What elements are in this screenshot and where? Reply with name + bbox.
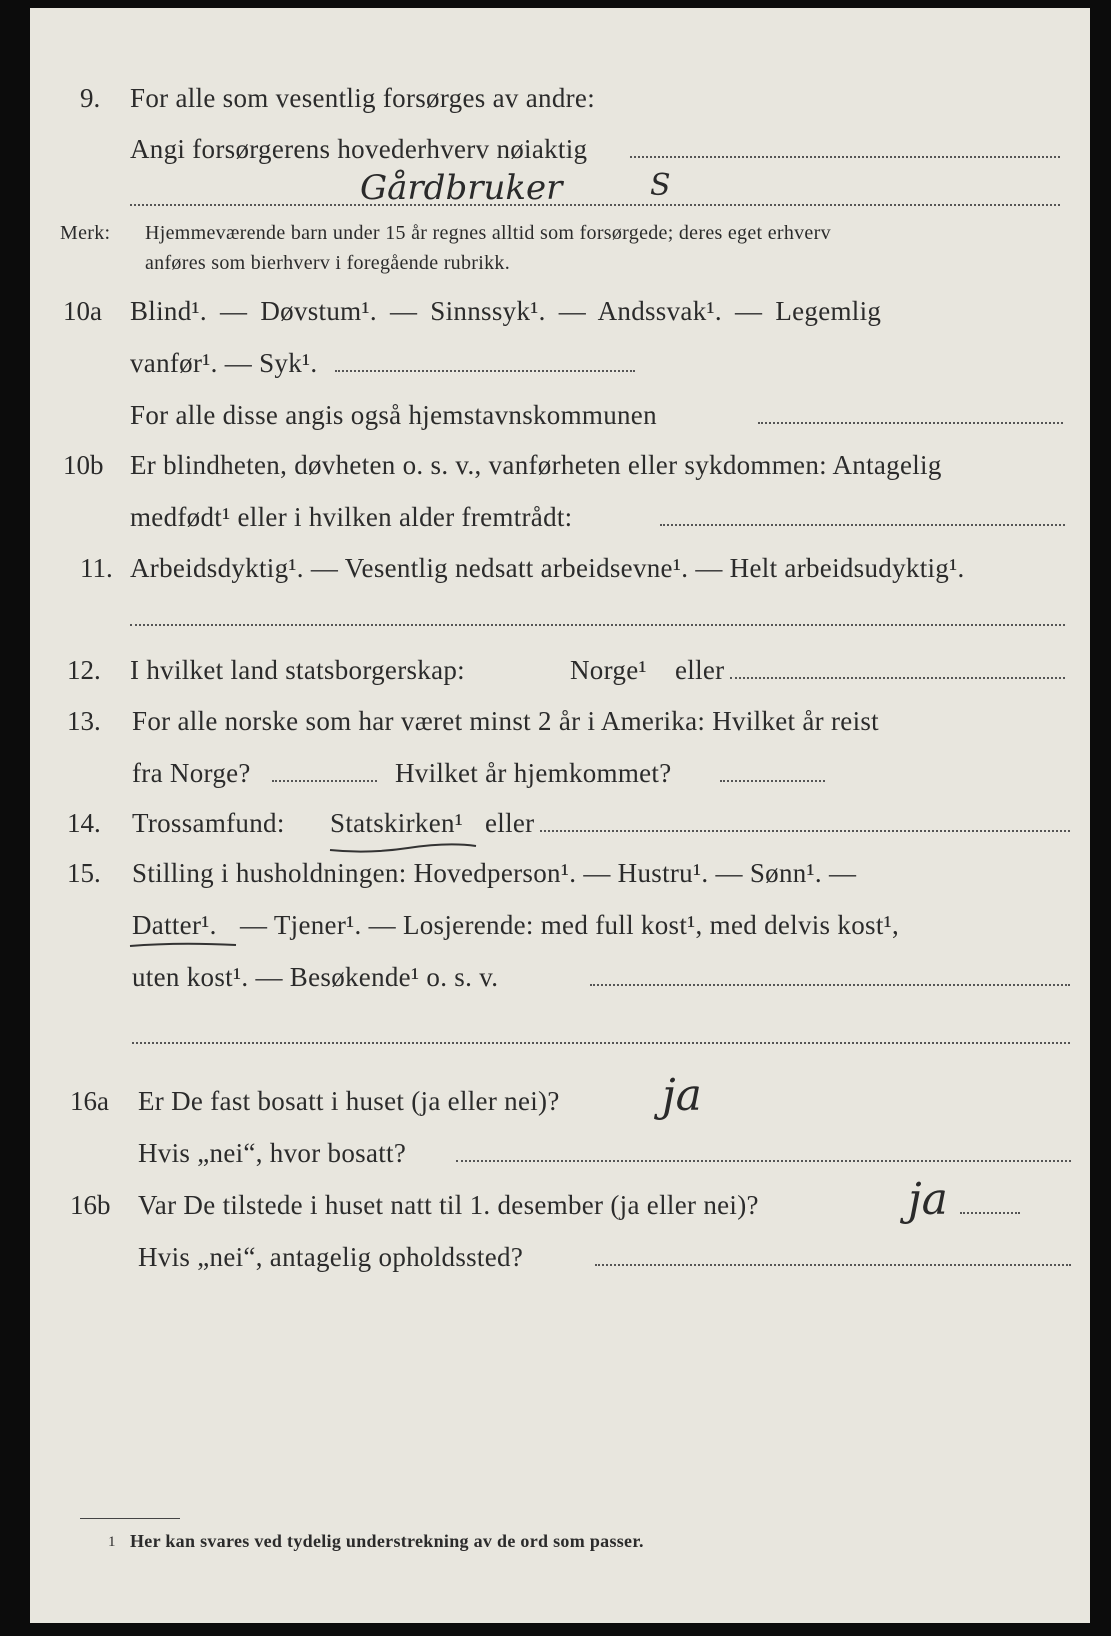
question-text: — Tjener¹. — Losjerende: med full kost¹, med delvis kost¹, — [240, 910, 900, 940]
question-number: 16a — [70, 1086, 109, 1116]
answer-line — [960, 1212, 1020, 1214]
answer-line — [130, 204, 1060, 206]
note-label: Merk: — [60, 222, 111, 244]
question-number: 13. — [67, 706, 101, 736]
handwritten-answer: ja — [908, 1174, 948, 1225]
question-number: 9. — [80, 83, 101, 113]
footnote-mark: 1 — [108, 1534, 116, 1550]
answer-line — [335, 370, 635, 372]
question-text: eller — [485, 808, 535, 838]
question-number: 10a — [63, 296, 102, 326]
question-text: I hvilket land statsborgerskap: — [130, 655, 465, 685]
question-number: 11. — [80, 553, 113, 583]
answer-line — [590, 984, 1070, 986]
note-text: anføres som bierhverv i foregående rubrikk. — [145, 252, 510, 274]
answer-line — [720, 780, 825, 782]
question-text: medfødt¹ eller i hvilken alder fremtrådt: — [130, 502, 573, 532]
question-text: Hvilket år hjemkommet? — [395, 758, 672, 788]
answer-line — [272, 780, 377, 782]
answer-line — [132, 1042, 1070, 1044]
question-text: fra Norge? — [132, 758, 251, 788]
question-text: Stilling i husholdningen: Hovedperson¹. — Hustru¹. — Sønn¹. — — [132, 858, 857, 888]
question-text: Blind¹. — Døvstum¹. — Sinnssyk¹. — Andssvak¹. — Legemlig — [130, 296, 882, 326]
footnote-text: Her kan svares ved tydelig understrekning av de ord som passer. — [130, 1531, 644, 1551]
form-page — [30, 8, 1090, 1623]
question-text: Var De tilstede i huset natt til 1. desember (ja eller nei)? — [138, 1190, 759, 1220]
question-text: uten kost¹. — Besøkende¹ o. s. v. — [132, 962, 499, 992]
option-norge: Norge¹ — [570, 655, 647, 685]
question-number: 14. — [67, 808, 101, 838]
question-number: 15. — [67, 858, 101, 888]
question-text: Angi forsørgerens hovederhverv nøiaktig — [130, 134, 588, 164]
question-text: Arbeidsdyktig¹. — Vesentlig nedsatt arbeidsevne¹. — Helt arbeidsudyktig¹. — [130, 553, 965, 583]
question-text: For alle norske som har været minst 2 år i Amerika: Hvilket år reist — [132, 706, 879, 736]
question-number: 16b — [70, 1190, 111, 1220]
answer-line — [456, 1160, 1071, 1162]
question-text: Hvis „nei“, hvor bosatt? — [138, 1138, 407, 1168]
option-statskirken: Statskirken¹ — [330, 808, 464, 838]
answer-line — [130, 624, 1065, 626]
answer-line — [540, 830, 1070, 832]
handwritten-mark: S — [650, 168, 671, 203]
handwritten-answer: ja — [662, 1070, 702, 1121]
question-text: vanfør¹. — Syk¹. — [130, 348, 318, 378]
handwritten-underline — [328, 840, 478, 856]
question-text: For alle disse angis også hjemstavnskommunen — [130, 400, 657, 430]
answer-line — [660, 524, 1065, 526]
question-text: For alle som vesentlig forsørges av andre: — [130, 83, 595, 113]
question-number: 12. — [67, 655, 101, 685]
question-text: eller — [675, 655, 725, 685]
answer-line — [630, 156, 1060, 158]
question-text: Er blindheten, døvheten o. s. v., vanførheten eller sykdommen: Antagelig — [130, 450, 942, 480]
question-text: Er De fast bosatt i huset (ja eller nei)? — [138, 1086, 560, 1116]
answer-line — [758, 422, 1063, 424]
handwritten-underline — [128, 938, 238, 950]
option-datter: Datter¹. — [132, 910, 217, 940]
handwritten-answer: Gårdbruker — [360, 168, 563, 208]
question-text: Trossamfund: — [132, 808, 285, 838]
note-text: Hjemmeværende barn under 15 år regnes alltid som forsørgede; deres eget erhverv — [145, 222, 831, 244]
answer-line — [595, 1264, 1071, 1266]
footnote-rule — [80, 1518, 180, 1519]
question-number: 10b — [63, 450, 104, 480]
answer-line — [730, 677, 1065, 679]
question-text: Hvis „nei“, antagelig opholdssted? — [138, 1242, 524, 1272]
